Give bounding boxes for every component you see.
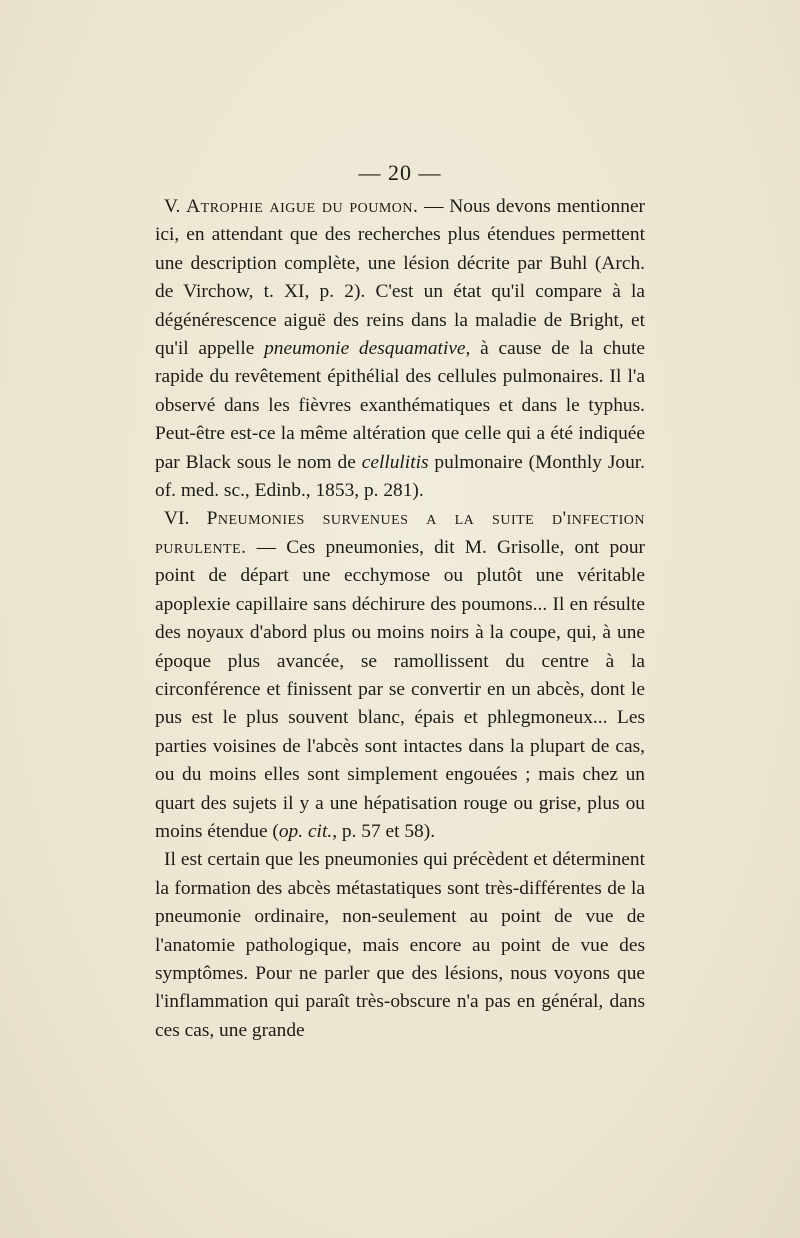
section-5-text-3: pulmonaire (Monthly Jour. of. med. sc., Edinb., 1853, p. 281).: [155, 451, 645, 502]
section-6-text-1: — Ces pneumonies, dit M. Grisolle, ont pour point de départ une ecchymose ou plutôt une véritable apoplexie capillaire sans déchirure des poumons... Il en résulte des noyaux d'abord plus ou moins noirs à la coupe, qui, à une époque plus avancée, se ramollissent du centre à la circonférence et finissent par se convertir en un abcès, dont le pus est le plus souvent blanc, épais et phlegmoneux... Les parties voisines de l'abcès sont intactes dans la plupart de cas, ou du moins elles sont simplement engouées ; mais chez un quart des sujets il y a une hépatisation rouge ou grise, plus ou moins étendue (: [155, 536, 645, 842]
body-text: [155, 193, 645, 1045]
closing-paragraph: Il est certain que les pneumonies qui précèdent et déterminent la formation des abcès métastatiques sont très-différentes de la pneumonie ordinaire, non-seulement au point de vue de l'anatomie pathologique, mais encore au point de vue des symptômes. Pour ne parler que des lésions, nous voyons que l'inflammation qui paraît très-obscure n'a pas en général, dans ces cas, une grande: [155, 849, 645, 1041]
section-6-number: VI.: [164, 508, 190, 530]
section-6-paragraph: [155, 505, 645, 846]
section-6-italic-1: op. cit.: [278, 820, 333, 842]
page-number: — 20 —: [358, 160, 442, 185]
section-6-text-2: , p. 57 et 58).: [332, 820, 436, 842]
section-6-heading: Pneumonies survenues a la suite d'infection purulente.: [155, 508, 645, 558]
section-5-paragraph: [155, 193, 645, 505]
section-5-italic-1: pneumonie desquamative: [264, 338, 466, 360]
section-5-text-2: , à cause de la chute rapide du revêtement épithélial des cellules pulmonaires. Il l'a observé dans les fièvres exanthématiques et dans le typhus. Peut-être est-ce la même altération que celle qui a été indiquée par Black sous le nom de: [155, 338, 645, 473]
section-5-italic-2: cellulitis: [361, 451, 429, 473]
section-5-text-1: — Nous devons mentionner ici, en attendant que des recherches plus étendues permettent une description complète, une lésion décrite par Buhl (Arch. de Virchow, t. XI, p. 2). C'est un état qu'il compare à la dégénérescence aiguë des reins dans la maladie de Bright, et qu'il appelle: [155, 196, 646, 360]
section-5-number: V.: [164, 196, 181, 217]
section-5-heading: Atrophie aigue du poumon.: [186, 196, 419, 217]
